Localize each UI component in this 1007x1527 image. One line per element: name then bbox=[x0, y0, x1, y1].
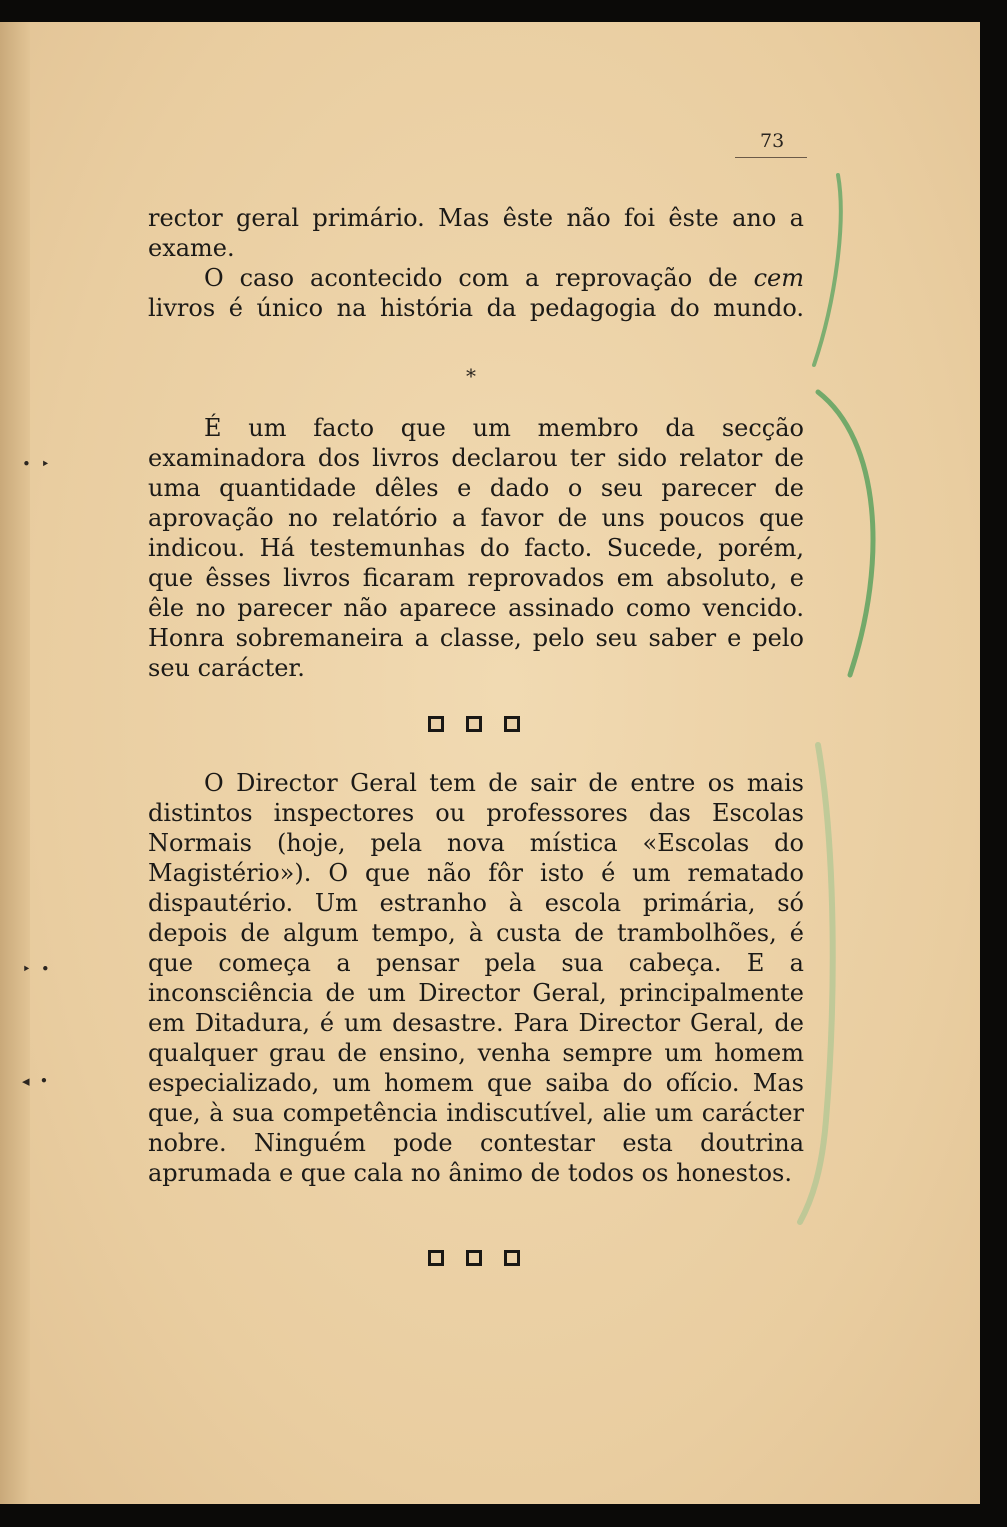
paragraph-text: É um facto que um membro da secção examinadora dos livros declarou ter sido relator de uma quantidade dêles e dado o seu parecer de aprovação no relatório a favor de uns poucos que indicou. Há testemunhas do facto. Sucede, porém, que êsses livros ficaram reprovados em absoluto, e êle no parecer não aparece assinado como vencido. Honra sobremaneira a classe, pelo seu saber e pelo seu carácter. bbox=[148, 414, 804, 682]
book-gutter bbox=[0, 22, 34, 1504]
text-line bbox=[148, 263, 804, 293]
ornament-square bbox=[466, 1250, 482, 1266]
ornament-separator bbox=[428, 716, 520, 732]
ornament-square bbox=[428, 1250, 444, 1266]
text-line: exame. bbox=[148, 234, 235, 262]
page-number: 73 bbox=[760, 130, 785, 152]
ornament-square bbox=[466, 716, 482, 732]
margin-mark: •‣ bbox=[22, 455, 60, 473]
paragraph-continuation bbox=[148, 203, 804, 263]
text-line: rector geral primário. Mas êste não foi êste ano a bbox=[148, 204, 804, 232]
page-number-rule bbox=[735, 157, 807, 158]
italic-word: cem bbox=[753, 264, 804, 292]
paragraph-director-geral bbox=[148, 768, 804, 1188]
ornament-square bbox=[428, 716, 444, 732]
paragraph-cem-livros bbox=[148, 263, 804, 323]
paragraph-facto bbox=[148, 413, 804, 683]
text-line: livros é único na história da pedagogia do mundo. bbox=[148, 294, 804, 322]
text-span: O caso acontecido com a reprovação de bbox=[204, 264, 754, 292]
margin-mark: ◂• bbox=[22, 1072, 59, 1090]
ornament-square bbox=[504, 1250, 520, 1266]
margin-mark: ‣• bbox=[22, 960, 60, 978]
ornament-square bbox=[504, 716, 520, 732]
section-asterisk: * bbox=[466, 364, 476, 388]
ornament-separator bbox=[428, 1250, 520, 1266]
paragraph-text: O Director Geral tem de sair de entre os mais distintos inspectores ou professores das Escolas Normais (hoje, pela nova mística «Escolas do Magistério»). O que não fôr isto é um rematado dispautério. Um estranho à escola primária, só depois de algum tempo, à custa de trambolhões, é que começa a pensar pela sua cabeça. E a inconsciência de um Director Geral, principalmente em Ditadura, é um desastre. Para Director Geral, de qualquer grau de ensino, venha sempre um homem especializado, um homem que saiba do ofício. Mas que, à sua competência indiscutível, alie um carácter nobre. Ninguém pode contestar esta doutrina aprumada e que cala no ânimo de todos os honestos. bbox=[148, 769, 804, 1187]
